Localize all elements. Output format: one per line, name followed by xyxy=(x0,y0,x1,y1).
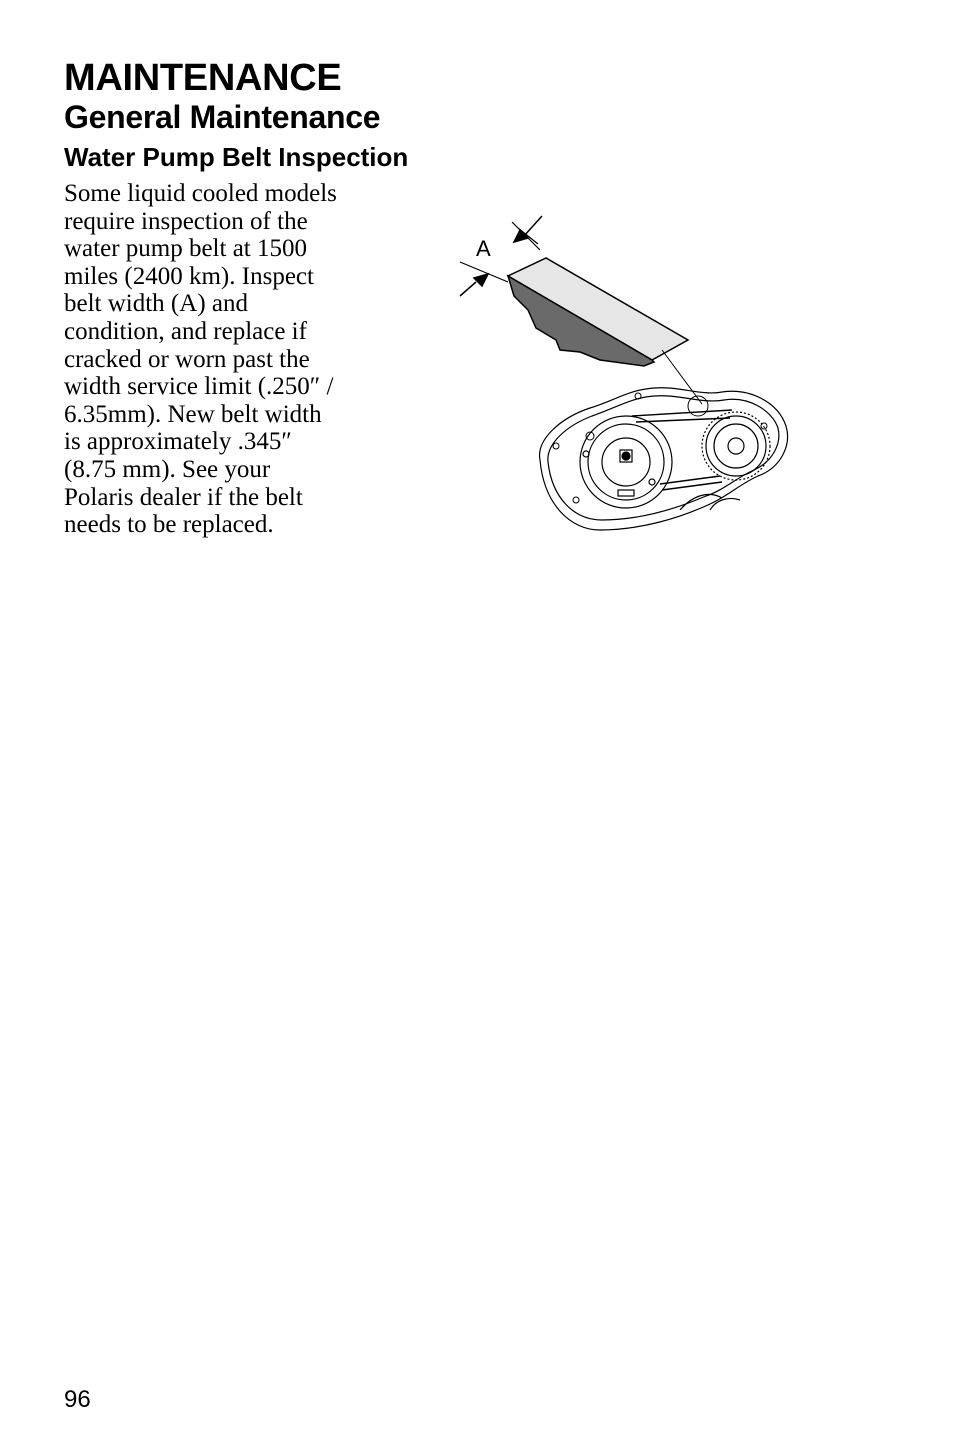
paragraph-line: Some liquid cooled models xyxy=(64,180,337,207)
left-pulley xyxy=(580,416,672,508)
right-sprocket xyxy=(702,412,770,480)
label-a: A xyxy=(476,236,491,261)
page-number: 96 xyxy=(64,1386,91,1413)
paragraph-line: 6.35mm). New belt width xyxy=(64,400,322,428)
subsection-title: General Maintenance xyxy=(64,99,381,135)
paragraph-line: require inspection of the xyxy=(64,207,308,235)
paragraph-line: water pump belt at 1500 xyxy=(64,235,307,263)
belt-cross-section xyxy=(508,258,688,366)
paragraph-line: (8.75 mm). See your xyxy=(64,455,271,483)
paragraph-line: belt width (A) and xyxy=(64,290,248,318)
paragraph-line: cracked or worn past the xyxy=(64,345,310,373)
arrow-bottom-icon xyxy=(460,274,488,296)
section-title: MAINTENANCE xyxy=(64,57,342,99)
topic-heading: Water Pump Belt Inspection xyxy=(64,142,409,172)
paragraph-line: width service limit (.250″ / xyxy=(64,373,334,401)
paragraph-line: miles (2400 km). Inspect xyxy=(64,262,314,290)
instruction-paragraph xyxy=(64,180,394,539)
paragraph-line: is approximately .345″ xyxy=(64,428,292,456)
belt-illustration xyxy=(440,200,800,540)
paragraph-line: needs to be replaced. xyxy=(64,511,274,539)
paragraph-line: condition, and replace if xyxy=(64,317,307,345)
paragraph-line: Polaris dealer if the belt xyxy=(64,483,303,511)
